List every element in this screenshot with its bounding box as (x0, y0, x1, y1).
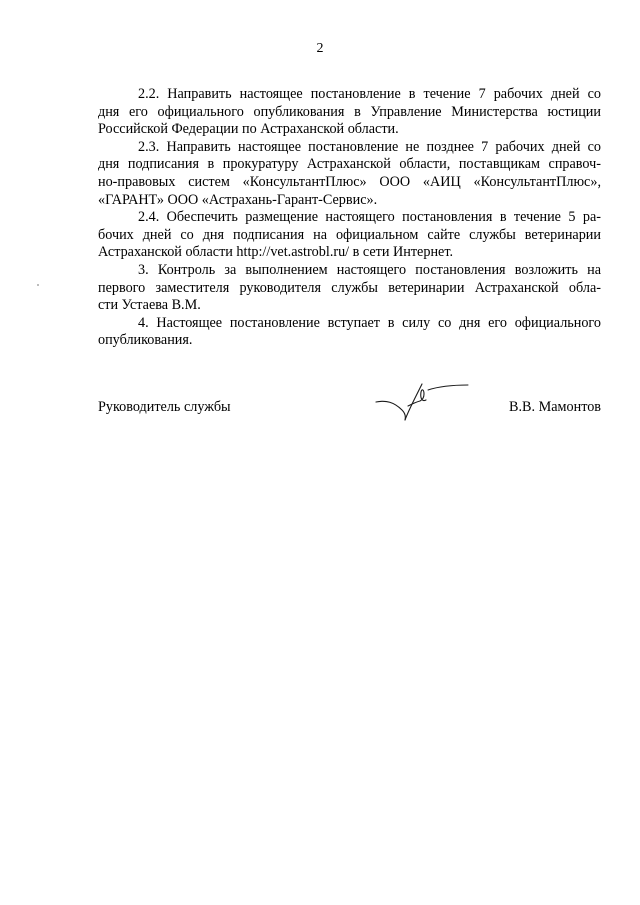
signature-row (98, 398, 601, 418)
paragraph-line: 4. Настоящее постановление вступает в силу со дня его официального (138, 314, 601, 331)
paragraph-line: 2.4. Обеспечить размещение настоящего постановления в течение 5 ра- (138, 209, 601, 226)
paragraph-line: 2.2. Направить настоящее постановление в течение 7 рабочих дней со (138, 86, 601, 102)
paragraph-line: бочих дней со дня подписания на официальном сайте службы ветеринарии (98, 226, 601, 243)
signer-title: Руководитель службы (98, 399, 231, 415)
paragraph-line: дня подписания в прокуратуру Астраханской области, поставщикам справоч- (98, 156, 601, 173)
paragraph-line: 3. Контроль за выполнением настоящего постановления возложить на (138, 261, 601, 278)
document-body (98, 86, 601, 350)
scan-speck (37, 284, 39, 286)
paragraph-line: первого заместителя руководителя службы ветеринарии Астраханской обла- (98, 279, 601, 296)
paragraph-2-4 (98, 209, 601, 262)
paragraph-line: сти Устаева В.М. (98, 297, 201, 314)
paragraph-4 (98, 315, 601, 350)
paragraph-line: но-правовых систем «КонсультантПлюс» ООО «АИЦ «КонсультантПлюс», (98, 173, 601, 190)
paragraph-3 (98, 262, 601, 315)
paragraph-line: 2.3. Направить настоящее постановление не позднее 7 рабочих дней со (138, 138, 601, 155)
paragraph-2-3 (98, 139, 601, 209)
paragraph-line: Астраханской области http://vet.astrobl.ru/ в сети Интернет. (98, 244, 454, 261)
page-number: 2 (316, 41, 324, 56)
paragraph-line: опубликования. (98, 332, 193, 349)
paragraph-line: дня его официального опубликования в Управление Министерства юстиции (98, 103, 601, 120)
paragraph-line: «ГАРАНТ» ООО «Астрахань-Гарант-Сервис». (98, 191, 378, 208)
paragraph-line: Российской Федерации по Астраханской области. (98, 121, 399, 138)
paragraph-2-2 (98, 86, 601, 139)
signer-name: В.В. Мамонтов (509, 399, 601, 415)
